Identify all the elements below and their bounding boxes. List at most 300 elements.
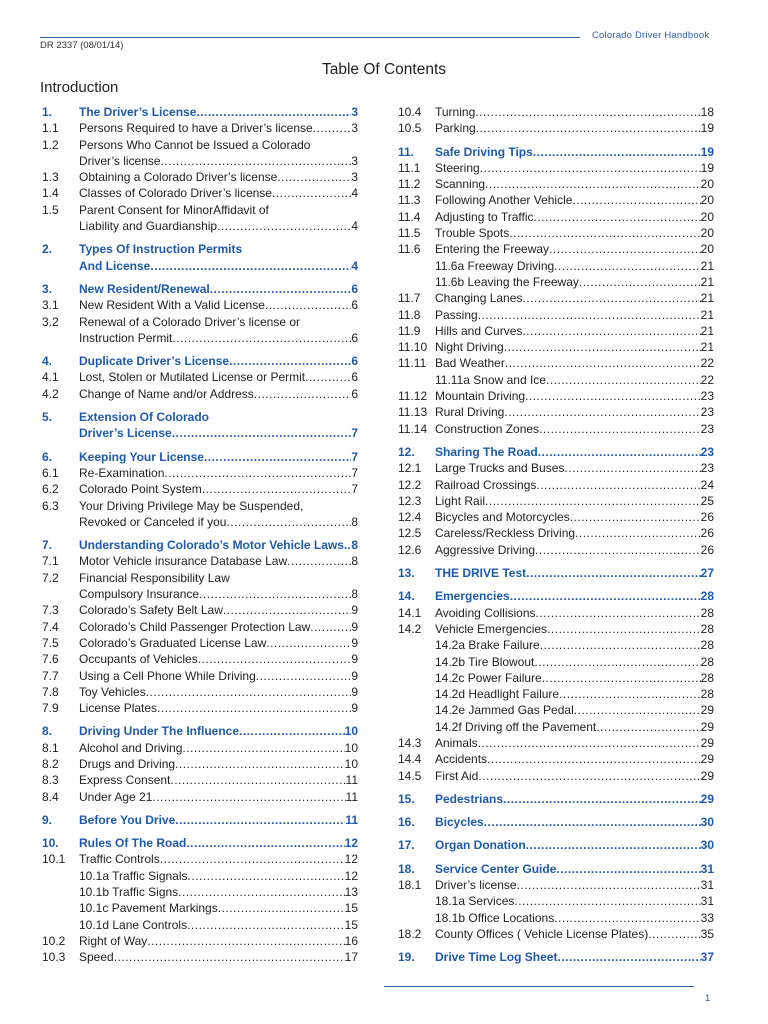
toc-entry[interactable] xyxy=(398,893,714,909)
toc-entry-number: 1.3 xyxy=(42,170,59,185)
toc-entry[interactable] xyxy=(398,460,714,476)
toc-entry-label: Driver’s license xyxy=(79,153,161,168)
toc-entry-page: 9 xyxy=(351,668,358,683)
toc-entry-page: 7 xyxy=(351,449,358,464)
dot-leader xyxy=(648,926,700,942)
toc-entry[interactable] xyxy=(42,668,358,684)
toc-entry[interactable] xyxy=(42,635,358,651)
toc-entry-label: Drive Time Log Sheet xyxy=(435,950,558,965)
dot-leader xyxy=(487,751,701,767)
toc-entry-page: 23 xyxy=(700,461,714,476)
toc-entry-page: 8 xyxy=(351,538,358,553)
dot-leader xyxy=(202,481,352,497)
toc-entry-label: Extension Of Colorado xyxy=(79,410,210,425)
toc-entry-number: 11.12 xyxy=(398,389,428,404)
toc-entry[interactable] xyxy=(398,621,714,637)
dot-leader xyxy=(218,900,345,916)
toc-entry-number: 11.14 xyxy=(398,421,428,436)
toc-entry-page: 23 xyxy=(700,389,714,404)
dot-leader xyxy=(210,281,352,297)
toc-entry-label: 14.2d Headlight Failure xyxy=(435,687,560,702)
toc-entry[interactable] xyxy=(42,700,358,716)
toc-entry-number: 6.2 xyxy=(42,482,59,497)
toc-entry-page: 29 xyxy=(700,791,714,806)
toc-entry-page: 30 xyxy=(700,838,714,853)
toc-entry-label: Adjusting to Traffic xyxy=(435,209,534,224)
toc-entry-number: 3. xyxy=(42,281,53,296)
toc-right-column xyxy=(398,104,714,966)
toc-entry-number: 3.1 xyxy=(42,298,59,313)
toc-entry[interactable] xyxy=(42,297,358,313)
toc-entry[interactable] xyxy=(42,602,358,618)
toc-entry[interactable] xyxy=(398,176,714,192)
toc-entry[interactable] xyxy=(42,553,358,569)
toc-entry[interactable] xyxy=(398,768,714,784)
introduction-label: Introduction xyxy=(40,79,119,96)
toc-entry-page: 20 xyxy=(700,209,714,224)
toc-entry[interactable] xyxy=(398,493,714,509)
toc-entry-page: 9 xyxy=(351,652,358,667)
toc-entry[interactable] xyxy=(398,144,714,160)
dot-leader xyxy=(114,949,345,965)
toc-entry-label: New Resident With a Valid License xyxy=(79,298,265,313)
toc-entry-label: Night Driving xyxy=(435,340,504,355)
toc-left-column xyxy=(42,104,358,966)
dot-leader xyxy=(226,514,351,530)
toc-entry-label: Organ Donation xyxy=(435,838,526,853)
toc-entry-number: 6.3 xyxy=(42,498,59,513)
toc-entry-number: 18.2 xyxy=(398,926,422,941)
dot-leader xyxy=(152,789,345,805)
toc-entry-page: 12 xyxy=(344,852,358,867)
toc-entry-label: Obtaining a Colorado Driver’s license xyxy=(79,170,278,185)
toc-entry-number: 15. xyxy=(398,791,415,806)
toc-entry[interactable] xyxy=(398,949,714,965)
toc-entry-label: Renewal of a Colorado Driver’s license or xyxy=(79,314,300,329)
toc-entry-label: Revoked or Canceled if you xyxy=(79,514,227,529)
toc-entry[interactable] xyxy=(42,120,358,136)
toc-entry-label: 11.6b Leaving the Freeway xyxy=(435,274,579,289)
toc-entry[interactable] xyxy=(398,509,714,525)
toc-entry-number: 12.1 xyxy=(398,461,422,476)
dot-leader xyxy=(517,877,701,893)
toc-entry-page: 3 xyxy=(351,121,358,136)
toc-entry-page: 28 xyxy=(700,654,714,669)
toc-entry-page: 21 xyxy=(700,323,714,338)
toc-entry-page: 33 xyxy=(700,910,714,925)
toc-entry-label: Types Of Instruction Permits xyxy=(79,242,243,257)
toc-entry-number: 1.1 xyxy=(42,121,59,136)
toc-entry-number: 19. xyxy=(398,950,415,965)
toc-entry[interactable] xyxy=(398,588,714,604)
toc-entry[interactable] xyxy=(42,465,358,481)
dot-leader xyxy=(509,225,700,241)
toc-entry-label: Driver’s license xyxy=(435,878,517,893)
toc-entry[interactable] xyxy=(42,537,358,553)
toc-entry-page: 6 xyxy=(351,354,358,369)
header-rule xyxy=(40,37,580,38)
toc-entry-label: Classes of Colorado Driver’s license xyxy=(79,186,272,201)
toc-entry-page: 23 xyxy=(700,444,714,459)
toc-entry[interactable] xyxy=(398,225,714,241)
dot-leader xyxy=(172,330,351,346)
toc-entry[interactable] xyxy=(42,202,358,218)
toc-entry[interactable] xyxy=(398,702,714,718)
toc-entry-number: 14.2 xyxy=(398,621,422,636)
toc-entry[interactable] xyxy=(398,209,714,225)
dot-leader xyxy=(575,525,701,541)
dot-leader xyxy=(572,192,700,208)
dot-leader xyxy=(313,120,352,136)
dot-leader xyxy=(287,553,351,569)
toc-entry-page: 26 xyxy=(700,526,714,541)
toc-entry-number: 5. xyxy=(42,410,53,425)
toc-entry[interactable] xyxy=(42,570,358,586)
toc-entry-number: 8.2 xyxy=(42,756,59,771)
toc-entry-label: Bad Weather xyxy=(435,356,505,371)
toc-entry[interactable] xyxy=(42,185,358,201)
toc-entry-label: Mountain Driving xyxy=(435,389,526,404)
dot-leader xyxy=(596,719,700,735)
dot-leader xyxy=(199,586,351,602)
toc-entry-page: 9 xyxy=(351,701,358,716)
toc-entry-label: THE DRIVE Test xyxy=(435,566,527,581)
toc-entry[interactable] xyxy=(398,926,714,942)
toc-entry-page: 29 xyxy=(700,735,714,750)
dot-leader xyxy=(239,723,345,739)
toc-entry-page: 16 xyxy=(344,933,358,948)
toc-entry-label: Rules Of The Road xyxy=(79,836,187,851)
dot-leader xyxy=(147,933,344,949)
dot-leader xyxy=(186,835,344,851)
toc-entry-number: 11.13 xyxy=(398,405,428,420)
dot-leader xyxy=(310,619,351,635)
toc-entry-label: Colorado Point System xyxy=(79,482,202,497)
dot-leader xyxy=(514,893,700,909)
toc-entry-page: 31 xyxy=(700,894,714,909)
toc-entry[interactable] xyxy=(398,388,714,404)
toc-entry[interactable] xyxy=(398,637,714,653)
toc-entry[interactable] xyxy=(42,498,358,514)
toc-entry[interactable] xyxy=(42,789,358,805)
dot-leader xyxy=(272,185,351,201)
toc-entry[interactable] xyxy=(42,740,358,756)
dot-leader xyxy=(504,404,700,420)
toc-entry-label: Scanning xyxy=(435,177,486,192)
toc-entry[interactable] xyxy=(398,160,714,176)
toc-entry[interactable] xyxy=(42,756,358,772)
toc-entry[interactable] xyxy=(42,258,358,274)
toc-entry[interactable] xyxy=(398,686,714,702)
toc-entry-label: 14.2f Driving off the Pavement xyxy=(435,719,597,734)
toc-entry-number: 10. xyxy=(42,836,59,851)
toc-entry-number: 11.6 xyxy=(398,242,421,257)
toc-entry[interactable] xyxy=(398,605,714,621)
toc-entry[interactable] xyxy=(42,900,358,916)
toc-entry-label: Alcohol and Driving xyxy=(79,740,183,755)
dot-leader xyxy=(198,651,352,667)
toc-entry[interactable] xyxy=(42,218,358,234)
toc-entry-label: Right of Way xyxy=(79,933,148,948)
toc-entry-page: 22 xyxy=(700,372,714,387)
toc-entry-page: 15 xyxy=(344,901,358,916)
toc-entry[interactable] xyxy=(42,684,358,700)
toc-entry-page: 20 xyxy=(700,242,714,257)
dot-leader xyxy=(277,169,351,185)
toc-entry[interactable] xyxy=(42,651,358,667)
toc-entry[interactable] xyxy=(42,137,358,153)
toc-entry-page: 25 xyxy=(700,493,714,508)
toc-entry-page: 29 xyxy=(700,703,714,718)
toc-entry[interactable] xyxy=(42,812,358,828)
toc-entry[interactable] xyxy=(42,386,358,402)
toc-entry-number: 12.2 xyxy=(398,477,422,492)
toc-entry[interactable] xyxy=(42,851,358,867)
toc-entry-page: 31 xyxy=(700,878,714,893)
toc-entry-label: Lost, Stolen or Mutilated License or Permit xyxy=(79,370,306,385)
toc-entry-label: Duplicate Driver’s License xyxy=(79,354,230,369)
toc-entry[interactable] xyxy=(42,772,358,788)
dot-leader xyxy=(505,355,701,371)
toc-entry-number: 14.1 xyxy=(398,605,422,620)
toc-entry-number: 1.2 xyxy=(42,137,59,152)
toc-entry[interactable] xyxy=(42,868,358,884)
dot-leader xyxy=(554,910,700,926)
toc-entry[interactable] xyxy=(42,169,358,185)
toc-entry-number: 11.1 xyxy=(398,160,421,175)
toc-entry[interactable] xyxy=(398,719,714,735)
toc-entry-label: 10.1c Pavement Markings xyxy=(79,901,218,916)
toc-entry[interactable] xyxy=(398,307,714,323)
toc-entry[interactable] xyxy=(398,372,714,388)
toc-entry-label: The Driver’s License xyxy=(79,105,197,119)
toc-entry-page: 21 xyxy=(700,258,714,273)
toc-entry-label: County Offices ( Vehicle License Plates) xyxy=(435,926,649,941)
toc-entry[interactable] xyxy=(42,369,358,385)
toc-entry-label: 10.1b Traffic Signs xyxy=(79,885,179,900)
toc-entry-number: 4.1 xyxy=(42,370,59,385)
toc-entry-label: Understanding Colorado’s Motor Vehicle Laws.. xyxy=(79,538,351,553)
dot-leader xyxy=(539,421,701,437)
dot-leader xyxy=(478,735,701,751)
toc-entry[interactable] xyxy=(42,933,358,949)
dot-leader xyxy=(534,654,700,670)
toc-entry[interactable] xyxy=(398,290,714,306)
dot-leader xyxy=(546,372,701,388)
toc-entry-number: 11.9 xyxy=(398,323,421,338)
dot-leader xyxy=(476,120,701,136)
toc-entry[interactable] xyxy=(42,514,358,530)
toc-entry-label: Service Center Guide xyxy=(435,861,557,876)
toc-entry-label: Re-Examination xyxy=(79,465,165,480)
toc-entry[interactable] xyxy=(398,421,714,437)
toc-entry[interactable] xyxy=(398,837,714,853)
dot-leader xyxy=(157,700,351,716)
dot-leader xyxy=(172,425,352,441)
toc-entry[interactable] xyxy=(42,153,358,169)
toc-entry-label: 14.2c Power Failure xyxy=(435,670,542,685)
document-code: DR 2337 (08/01/14) xyxy=(40,40,124,51)
dot-leader xyxy=(178,884,344,900)
toc-entry-page: 9 xyxy=(351,635,358,650)
toc-entry[interactable] xyxy=(398,751,714,767)
toc-entry[interactable] xyxy=(398,258,714,274)
toc-entry-label: Accidents xyxy=(435,752,488,767)
toc-entry-label: Instruction Permit xyxy=(79,330,173,345)
dot-leader xyxy=(540,637,701,653)
toc-entry-number: 14.4 xyxy=(398,752,422,767)
toc-entry[interactable] xyxy=(42,586,358,602)
toc-entry[interactable] xyxy=(398,654,714,670)
dot-leader xyxy=(175,812,345,828)
toc-entry-number: 11.10 xyxy=(398,340,428,355)
toc-entry-label: 18.1a Services xyxy=(435,894,515,909)
toc-entry-number: 14.3 xyxy=(398,735,422,750)
dot-leader xyxy=(536,477,700,493)
toc-entry[interactable] xyxy=(398,910,714,926)
toc-entry-number: 14. xyxy=(398,589,415,604)
dot-leader xyxy=(557,949,700,965)
toc-entry-label: Hills and Curves xyxy=(435,323,523,338)
toc-entry[interactable] xyxy=(42,835,358,851)
toc-entry[interactable] xyxy=(398,274,714,290)
toc-entry[interactable] xyxy=(398,355,714,371)
dot-leader xyxy=(510,588,701,604)
toc-entry-label: 14.2b Tire Blowout xyxy=(435,654,535,669)
toc-entry-label: Parking xyxy=(435,121,476,136)
toc-entry[interactable] xyxy=(398,477,714,493)
toc-entry[interactable] xyxy=(398,241,714,257)
toc-entry-label: Aggressive Driving xyxy=(435,542,536,557)
toc-entry[interactable] xyxy=(42,281,358,297)
dot-leader xyxy=(547,621,701,637)
toc-entry[interactable] xyxy=(398,542,714,558)
toc-entry[interactable] xyxy=(398,339,714,355)
toc-entry-number: 1. xyxy=(42,105,53,119)
toc-entry-label: Motor Vehicle insurance Database Law xyxy=(79,554,288,569)
toc-entry[interactable] xyxy=(398,525,714,541)
toc-entry-number: 8.4 xyxy=(42,789,59,804)
toc-entry-label: Driver’s License xyxy=(79,426,172,441)
toc-entry-page: 31 xyxy=(700,861,714,876)
toc-entry-page: 11 xyxy=(345,812,358,827)
toc-entry-number: 10.2 xyxy=(42,933,66,948)
toc-entry-label: Persons Who Cannot be Issued a Colorado xyxy=(79,137,311,152)
dot-leader xyxy=(266,635,351,651)
toc-entry[interactable] xyxy=(398,877,714,893)
toc-entry[interactable] xyxy=(42,619,358,635)
dot-leader xyxy=(574,702,701,718)
toc-entry-page: 9 xyxy=(351,619,358,634)
dot-leader xyxy=(188,868,345,884)
toc-entry[interactable] xyxy=(42,330,358,346)
toc-entry-label: Railroad Crossings xyxy=(435,477,537,492)
toc-entry[interactable] xyxy=(42,425,358,441)
toc-entry[interactable] xyxy=(398,670,714,686)
toc-entry-label: Animals xyxy=(435,735,478,750)
toc-entry-label: 18.1b Office Locations xyxy=(435,910,555,925)
toc-entry-number: 10.3 xyxy=(42,950,66,965)
dot-leader xyxy=(503,791,701,807)
toc-entry-label: Driving Under The Influence xyxy=(79,724,240,739)
toc-entry[interactable] xyxy=(398,104,714,120)
toc-entry-number: 7.4 xyxy=(42,619,59,634)
toc-entry[interactable] xyxy=(398,814,714,830)
dot-leader xyxy=(542,670,701,686)
page-number: 1 xyxy=(705,993,711,1004)
toc-entry-page: 28 xyxy=(700,670,714,685)
toc-entry[interactable] xyxy=(398,735,714,751)
toc-entry-label: And License xyxy=(79,258,151,273)
toc-entry-page: 4 xyxy=(351,258,358,273)
toc-entry[interactable] xyxy=(42,884,358,900)
toc-entry-number: 11.2 xyxy=(398,177,421,192)
toc-entry-page: 7 xyxy=(351,426,358,441)
toc-entry-page: 6 xyxy=(351,370,358,385)
toc-entry[interactable] xyxy=(42,104,358,120)
dot-leader xyxy=(161,153,352,169)
toc-entry-page: 28 xyxy=(700,589,714,604)
toc-entry-label: Trouble Spots xyxy=(435,226,510,241)
dot-leader xyxy=(217,218,351,234)
toc-entry[interactable] xyxy=(398,791,714,807)
toc-entry[interactable] xyxy=(398,861,714,877)
toc-entry-page: 3 xyxy=(351,170,358,185)
toc-entry-label: Parent Consent for MinorAffidavit of xyxy=(79,202,269,217)
toc-entry[interactable] xyxy=(42,314,358,330)
toc-entry[interactable] xyxy=(42,353,358,369)
toc-entry-page: 6 xyxy=(351,330,358,345)
toc-entry[interactable] xyxy=(42,409,358,425)
toc-entry[interactable] xyxy=(42,723,358,739)
toc-entry[interactable] xyxy=(398,120,714,136)
toc-entry-label: Pedestrians xyxy=(435,791,504,806)
toc-entry-page: 15 xyxy=(344,917,358,932)
toc-entry[interactable] xyxy=(398,565,714,581)
toc-entry[interactable] xyxy=(42,949,358,965)
toc-entry[interactable] xyxy=(42,917,358,933)
toc-entry[interactable] xyxy=(398,444,714,460)
toc-entry-label: Toy Vehicles xyxy=(79,684,146,699)
toc-entry-number: 7.2 xyxy=(42,570,59,585)
toc-entry-page: 6 xyxy=(351,281,358,296)
toc-entry-label: Turning xyxy=(435,105,476,119)
toc-entry-label: Construction Zones xyxy=(435,421,540,436)
toc-entry[interactable] xyxy=(398,404,714,420)
toc-entry[interactable] xyxy=(42,449,358,465)
toc-entry-page: 21 xyxy=(700,274,714,289)
toc-entry-page: 17 xyxy=(344,950,358,965)
toc-entry-label: 11.11a Snow and Ice xyxy=(435,372,546,387)
toc-entry-label: Compulsory Insurance xyxy=(79,587,200,602)
toc-entry-label: Colorado’s Graduated License Law xyxy=(79,635,267,650)
toc-entry[interactable] xyxy=(42,241,358,257)
toc-entry-page: 19 xyxy=(700,160,714,175)
dot-leader xyxy=(305,369,351,385)
toc-entry-label: Speed xyxy=(79,950,114,965)
footer-rule xyxy=(384,986,694,987)
toc-entry-number: 17. xyxy=(398,838,415,853)
toc-entry-page: 30 xyxy=(700,815,714,830)
toc-entry-page: 13 xyxy=(344,885,358,900)
toc-entry-number: 3.2 xyxy=(42,314,59,329)
toc-entry[interactable] xyxy=(42,481,358,497)
toc-entry[interactable] xyxy=(398,323,714,339)
toc-entry[interactable] xyxy=(398,192,714,208)
toc-entry-number: 8.3 xyxy=(42,773,59,788)
toc-entry-label: Liability and Guardianship xyxy=(79,219,218,234)
toc-entry-label: 10.1a Traffic Signals xyxy=(79,868,188,883)
